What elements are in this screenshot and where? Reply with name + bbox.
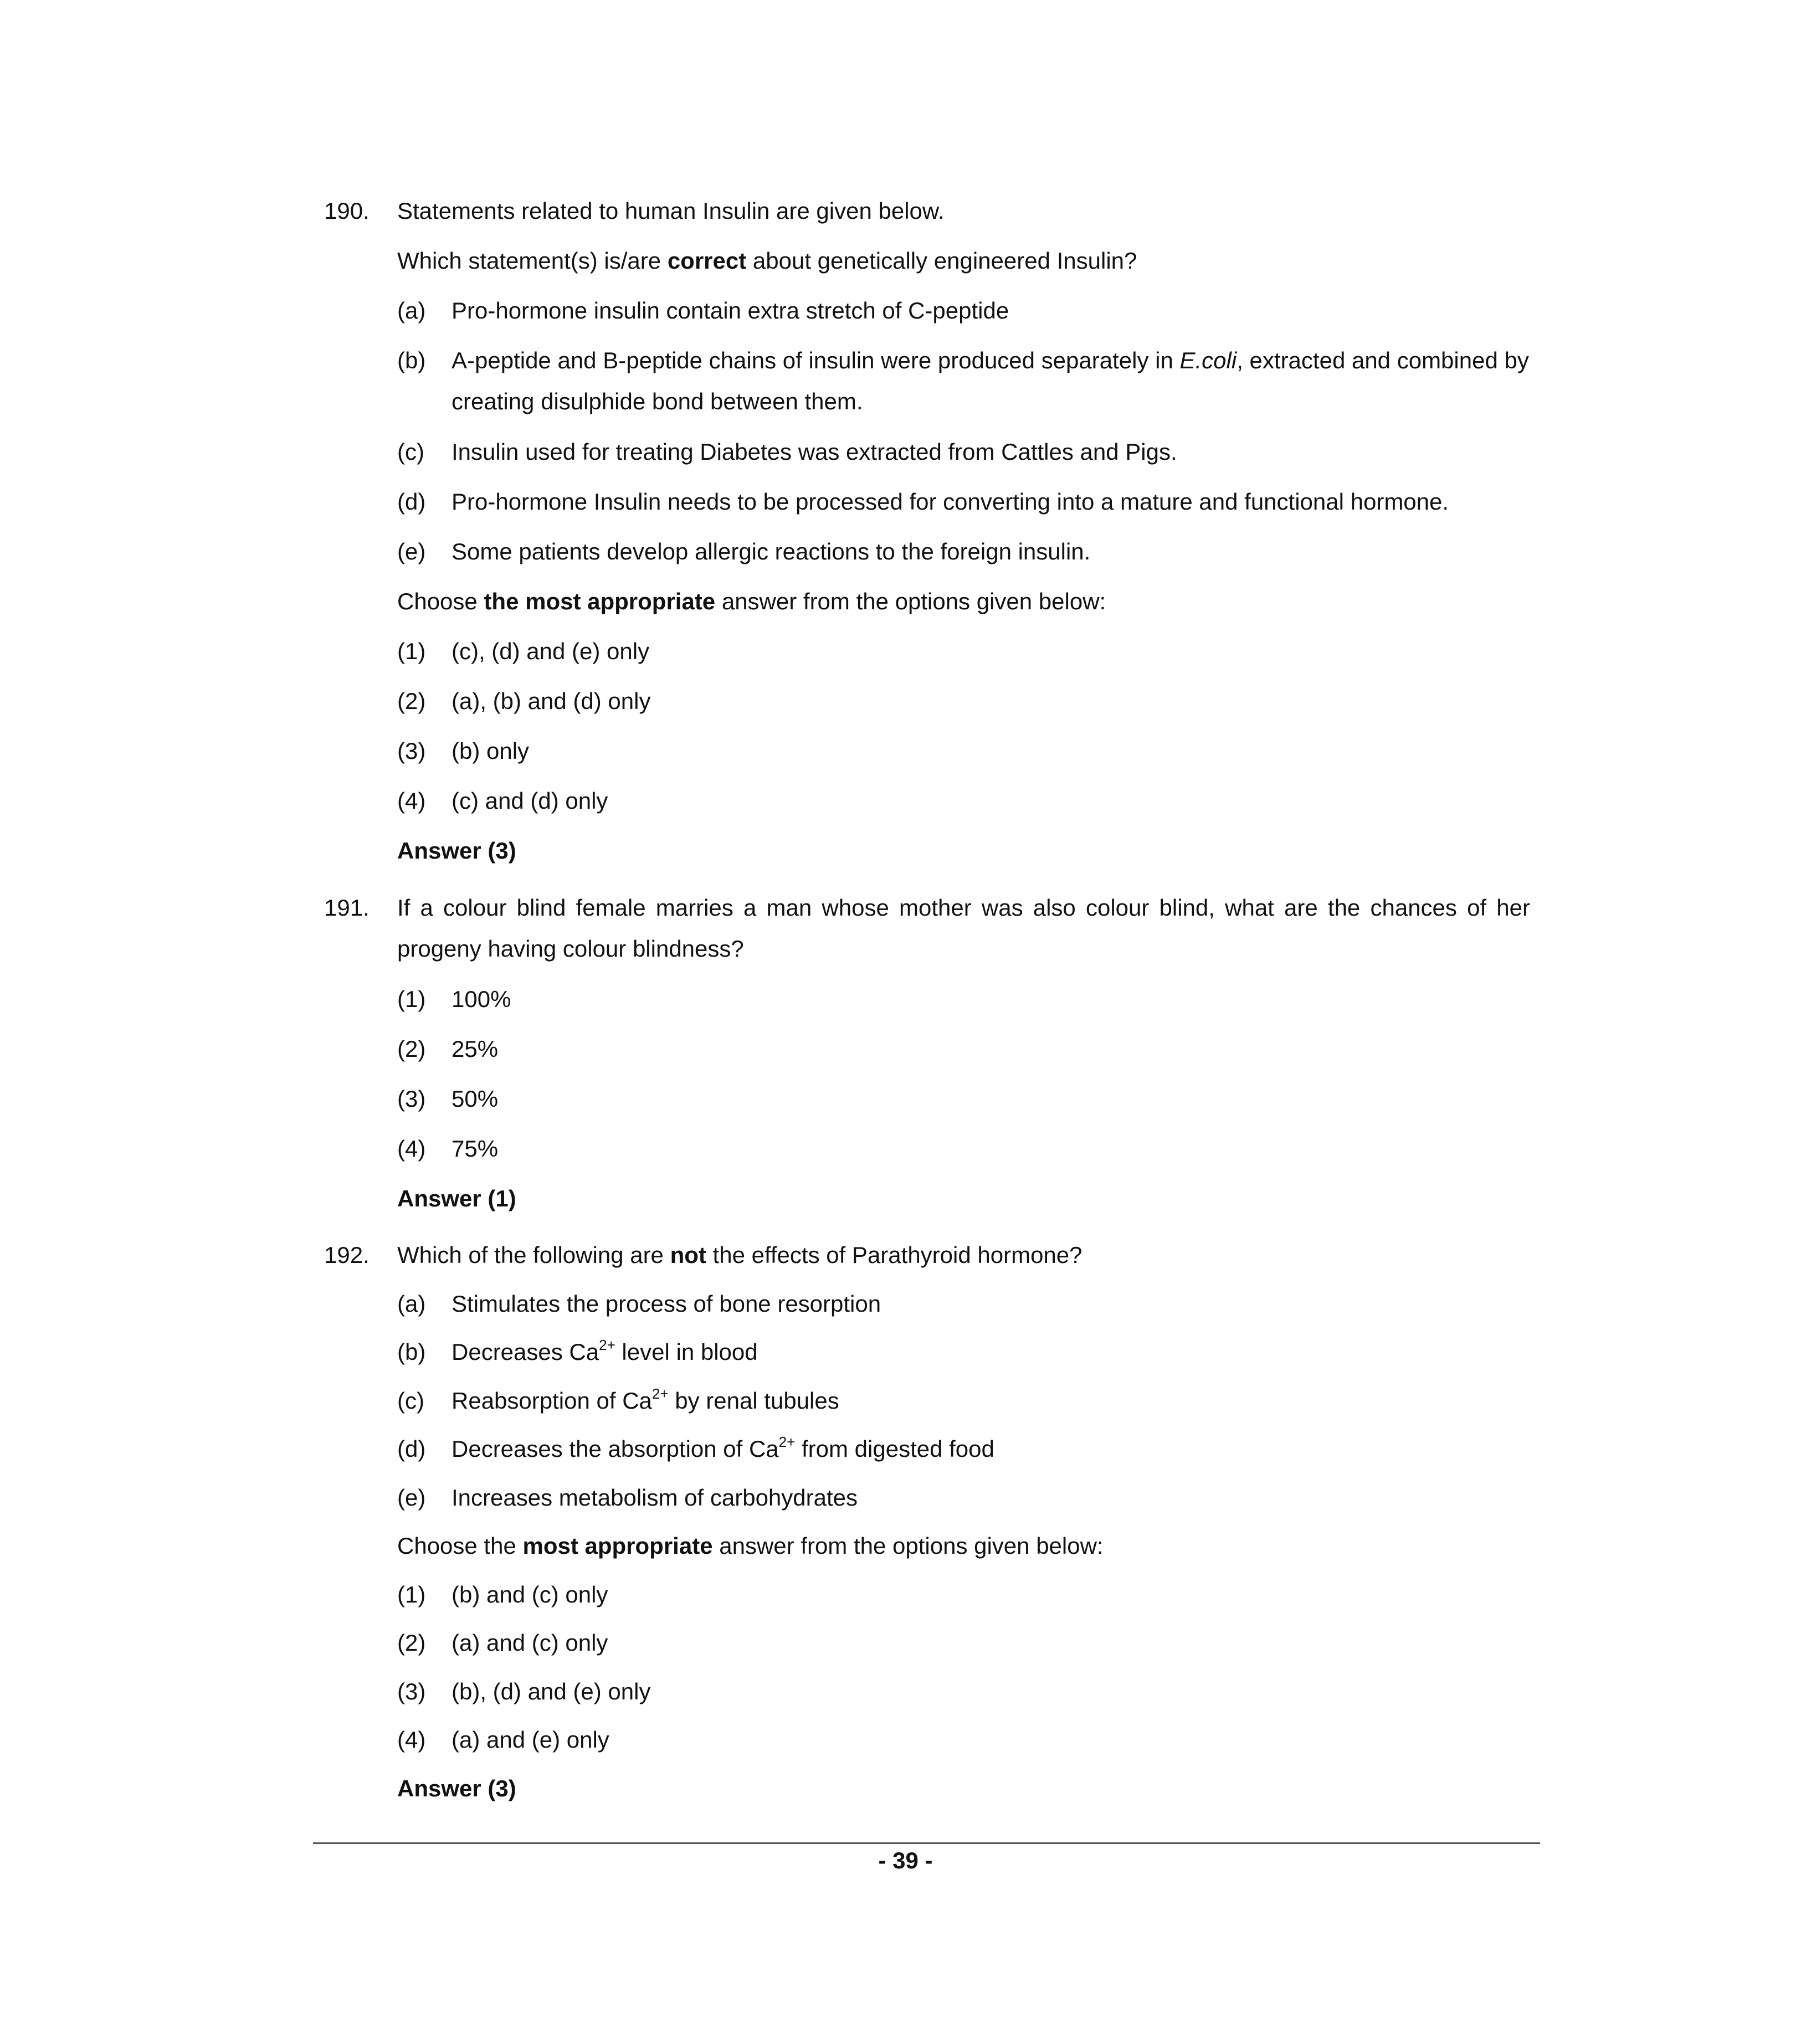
question-191-answer: Answer (1)	[397, 1185, 516, 1211]
option-label: (3)	[397, 1678, 426, 1704]
statement-label: (b)	[397, 1339, 426, 1365]
statement-text: Increases metabolism of carbohydrates	[452, 1485, 858, 1511]
question-190-subquestion: Which statement(s) is/are correct about genetically engineered Insulin?	[397, 248, 1137, 274]
option-text: (b) and (c) only	[452, 1581, 608, 1608]
statement-label: (c)	[397, 1388, 424, 1414]
question-190-instruction: Choose the most appropriate answer from the options given below:	[397, 588, 1106, 614]
statement-text: Pro-hormone insulin contain extra stretch of C-peptide	[452, 297, 1009, 323]
option-label: (2)	[397, 1630, 426, 1656]
option-text: (b), (d) and (e) only	[452, 1678, 651, 1704]
question-190-stem: Statements related to human Insulin are given below.	[397, 198, 945, 224]
question-192-number: 192.	[324, 1242, 370, 1268]
option-text: (a) and (c) only	[452, 1630, 608, 1656]
option-label: (1)	[397, 1581, 426, 1608]
option-text: 75%	[452, 1136, 499, 1162]
question-192-stem: Which of the following are not the effects of Parathyroid hormone?	[397, 1242, 1083, 1268]
option-label: (4)	[397, 1136, 426, 1162]
option-text: (c) and (d) only	[452, 788, 608, 814]
option-label: (3)	[397, 738, 426, 764]
question-190-number: 190.	[324, 198, 370, 224]
statement-text: Decreases $Ca^{2+}$ level in blood	[452, 1337, 758, 1365]
option-label: (1)	[397, 638, 426, 664]
statement-label: (d)	[397, 489, 426, 515]
statement-text: Pro-hormone Insulin needs to be processed for converting into a mature and functional hormone.	[452, 489, 1449, 515]
statement-text: Reabsorption of $Ca^{2+}$ by renal tubules	[452, 1385, 839, 1414]
option-text: 100%	[452, 986, 511, 1012]
option-text: (a), (b) and (d) only	[452, 688, 651, 714]
option-label: (1)	[397, 986, 426, 1012]
question-192-answer: Answer (3)	[397, 1775, 516, 1801]
option-text: 25%	[452, 1036, 499, 1062]
option-text: 50%	[452, 1086, 499, 1112]
question-190-answer: Answer (3)	[397, 838, 516, 864]
question-192-instruction: Choose the most appropriate answer from the options given below:	[397, 1533, 1104, 1559]
option-label: (2)	[397, 688, 426, 714]
statement-text: Some patients develop allergic reactions to the foreign insulin.	[452, 538, 1091, 564]
question-191-number: 191.	[324, 895, 370, 921]
page-number: - 39 -	[878, 1847, 933, 1873]
statement-label: (e)	[397, 1485, 426, 1511]
statement-text: Stimulates the process of bone resorption	[452, 1291, 881, 1317]
statement-label: (c)	[397, 439, 424, 465]
statement-text: Insulin used for treating Diabetes was extracted from Cattles and Pigs.	[452, 439, 1177, 465]
statement-label: (e)	[397, 538, 426, 564]
option-label: (4)	[397, 788, 426, 814]
statement-label: (a)	[397, 1291, 426, 1317]
option-text: (a) and (e) only	[452, 1727, 609, 1753]
statement-text: A-peptide and B-peptide chains of insulin were produced separately in E.coli, extracted and combined by creating disulphide bond between them.	[452, 347, 1529, 414]
option-label: (3)	[397, 1086, 426, 1112]
statement-text: Decreases the absorption of $Ca^{2+}$ from digested food	[452, 1434, 994, 1462]
option-label: (2)	[397, 1036, 426, 1062]
statement-label: (d)	[397, 1436, 426, 1462]
option-text: (c), (d) and (e) only	[452, 638, 650, 664]
footer-divider	[313, 1842, 1540, 1844]
statement-label: (a)	[397, 297, 426, 323]
question-191-stem: If a colour blind female marries a man whose mother was also colour blind, what are the chances of her progeny having colour blindness?	[397, 895, 1530, 962]
option-text: (b) only	[452, 738, 530, 764]
statement-label: (b)	[397, 347, 426, 373]
option-label: (4)	[397, 1727, 426, 1753]
